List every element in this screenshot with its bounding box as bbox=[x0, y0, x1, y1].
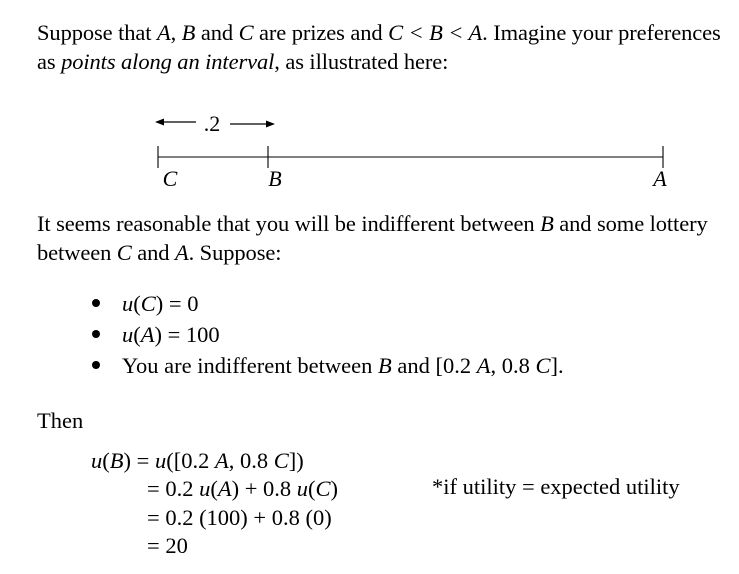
reason-text-2: and some lottery between bbox=[37, 211, 708, 265]
expr-text-1: = 0.2 bbox=[147, 476, 200, 501]
intro-text-1: Suppose that bbox=[37, 20, 157, 45]
distance-label: .2 bbox=[203, 111, 221, 136]
var-C: C bbox=[140, 291, 156, 316]
paren: ( bbox=[210, 476, 218, 501]
intro-text-2: are prizes and bbox=[253, 20, 389, 45]
expr-text-2: ) + 0.8 bbox=[231, 476, 297, 501]
fn-u: u bbox=[122, 291, 134, 316]
var-B: B bbox=[109, 448, 124, 473]
intro-and: and bbox=[195, 20, 239, 45]
var-C: C bbox=[238, 20, 254, 45]
lottery-text-1: ([0.2 bbox=[166, 448, 215, 473]
preference-inequality: C < B < A bbox=[388, 20, 483, 45]
var-B: B bbox=[181, 20, 196, 45]
label-B: B bbox=[268, 166, 282, 191]
var-B: B bbox=[540, 211, 554, 236]
fn-u: u bbox=[122, 322, 134, 347]
value-text: ) = 0 bbox=[155, 291, 199, 316]
var-B: B bbox=[377, 353, 392, 378]
paren: ) bbox=[330, 476, 339, 501]
derivation-line-4: = 20 bbox=[147, 533, 188, 558]
label-C: C bbox=[162, 166, 178, 191]
lottery-text-2: , 0.8 bbox=[228, 448, 274, 473]
paren: ( bbox=[102, 448, 110, 473]
paren: ( bbox=[133, 291, 141, 316]
reason-text-1: It seems reasonable that you will be indifferent between bbox=[37, 211, 541, 236]
lottery-text-3: ]) bbox=[288, 448, 304, 473]
bullet-icon bbox=[92, 299, 100, 307]
paren: ) bbox=[123, 448, 131, 473]
then-heading: Then bbox=[37, 408, 84, 433]
intro-text-4: , as illustrated here: bbox=[274, 49, 449, 74]
indifference-text-1: You are indifferent between bbox=[122, 353, 378, 378]
var-C: C bbox=[315, 476, 331, 501]
right-arrow-head bbox=[266, 121, 275, 128]
bullet-icon bbox=[92, 330, 100, 338]
bullet-icon bbox=[92, 361, 100, 369]
intro-comma: , bbox=[170, 20, 182, 45]
fn-u: u bbox=[91, 448, 103, 473]
var-A: A bbox=[140, 322, 155, 347]
emphasis-points-along-interval: points along an interval bbox=[61, 49, 275, 74]
equals: = bbox=[131, 448, 155, 473]
var-A: A bbox=[174, 240, 189, 265]
var-A: A bbox=[156, 20, 171, 45]
left-arrow-head bbox=[155, 119, 164, 126]
derivation-line-3: = 0.2 (100) + 0.8 (0) bbox=[147, 505, 332, 530]
derivation-line-1 bbox=[91, 446, 304, 475]
list-item bbox=[92, 319, 564, 350]
list-item bbox=[92, 288, 564, 319]
expected-utility-note: *if utility = expected utility bbox=[432, 474, 680, 499]
var-A: A bbox=[217, 476, 232, 501]
indifference-text-4: ]. bbox=[550, 353, 564, 378]
var-A: A bbox=[476, 353, 491, 378]
paren: ( bbox=[308, 476, 316, 501]
assumption-list bbox=[92, 288, 564, 381]
reason-text-3: and bbox=[131, 240, 175, 265]
var-A: A bbox=[214, 448, 229, 473]
indifference-text-3: , 0.8 bbox=[490, 353, 536, 378]
preference-interval-diagram bbox=[0, 0, 739, 200]
value-text: ) = 100 bbox=[154, 322, 220, 347]
var-C: C bbox=[535, 353, 551, 378]
reasoning-paragraph bbox=[37, 209, 727, 267]
label-A: A bbox=[653, 166, 667, 191]
var-C: C bbox=[273, 448, 289, 473]
derivation-line-2 bbox=[147, 474, 338, 503]
reason-text-4: . Suppose: bbox=[188, 240, 282, 265]
list-item bbox=[92, 350, 564, 381]
fn-u: u bbox=[296, 476, 309, 501]
var-C: C bbox=[116, 240, 132, 265]
intro-text-3: . Imagine your preferences as bbox=[37, 20, 721, 74]
fn-u: u bbox=[199, 476, 211, 501]
paren: ( bbox=[133, 322, 141, 347]
fn-u: u bbox=[154, 448, 167, 473]
indifference-text-2: and [0.2 bbox=[391, 353, 477, 378]
